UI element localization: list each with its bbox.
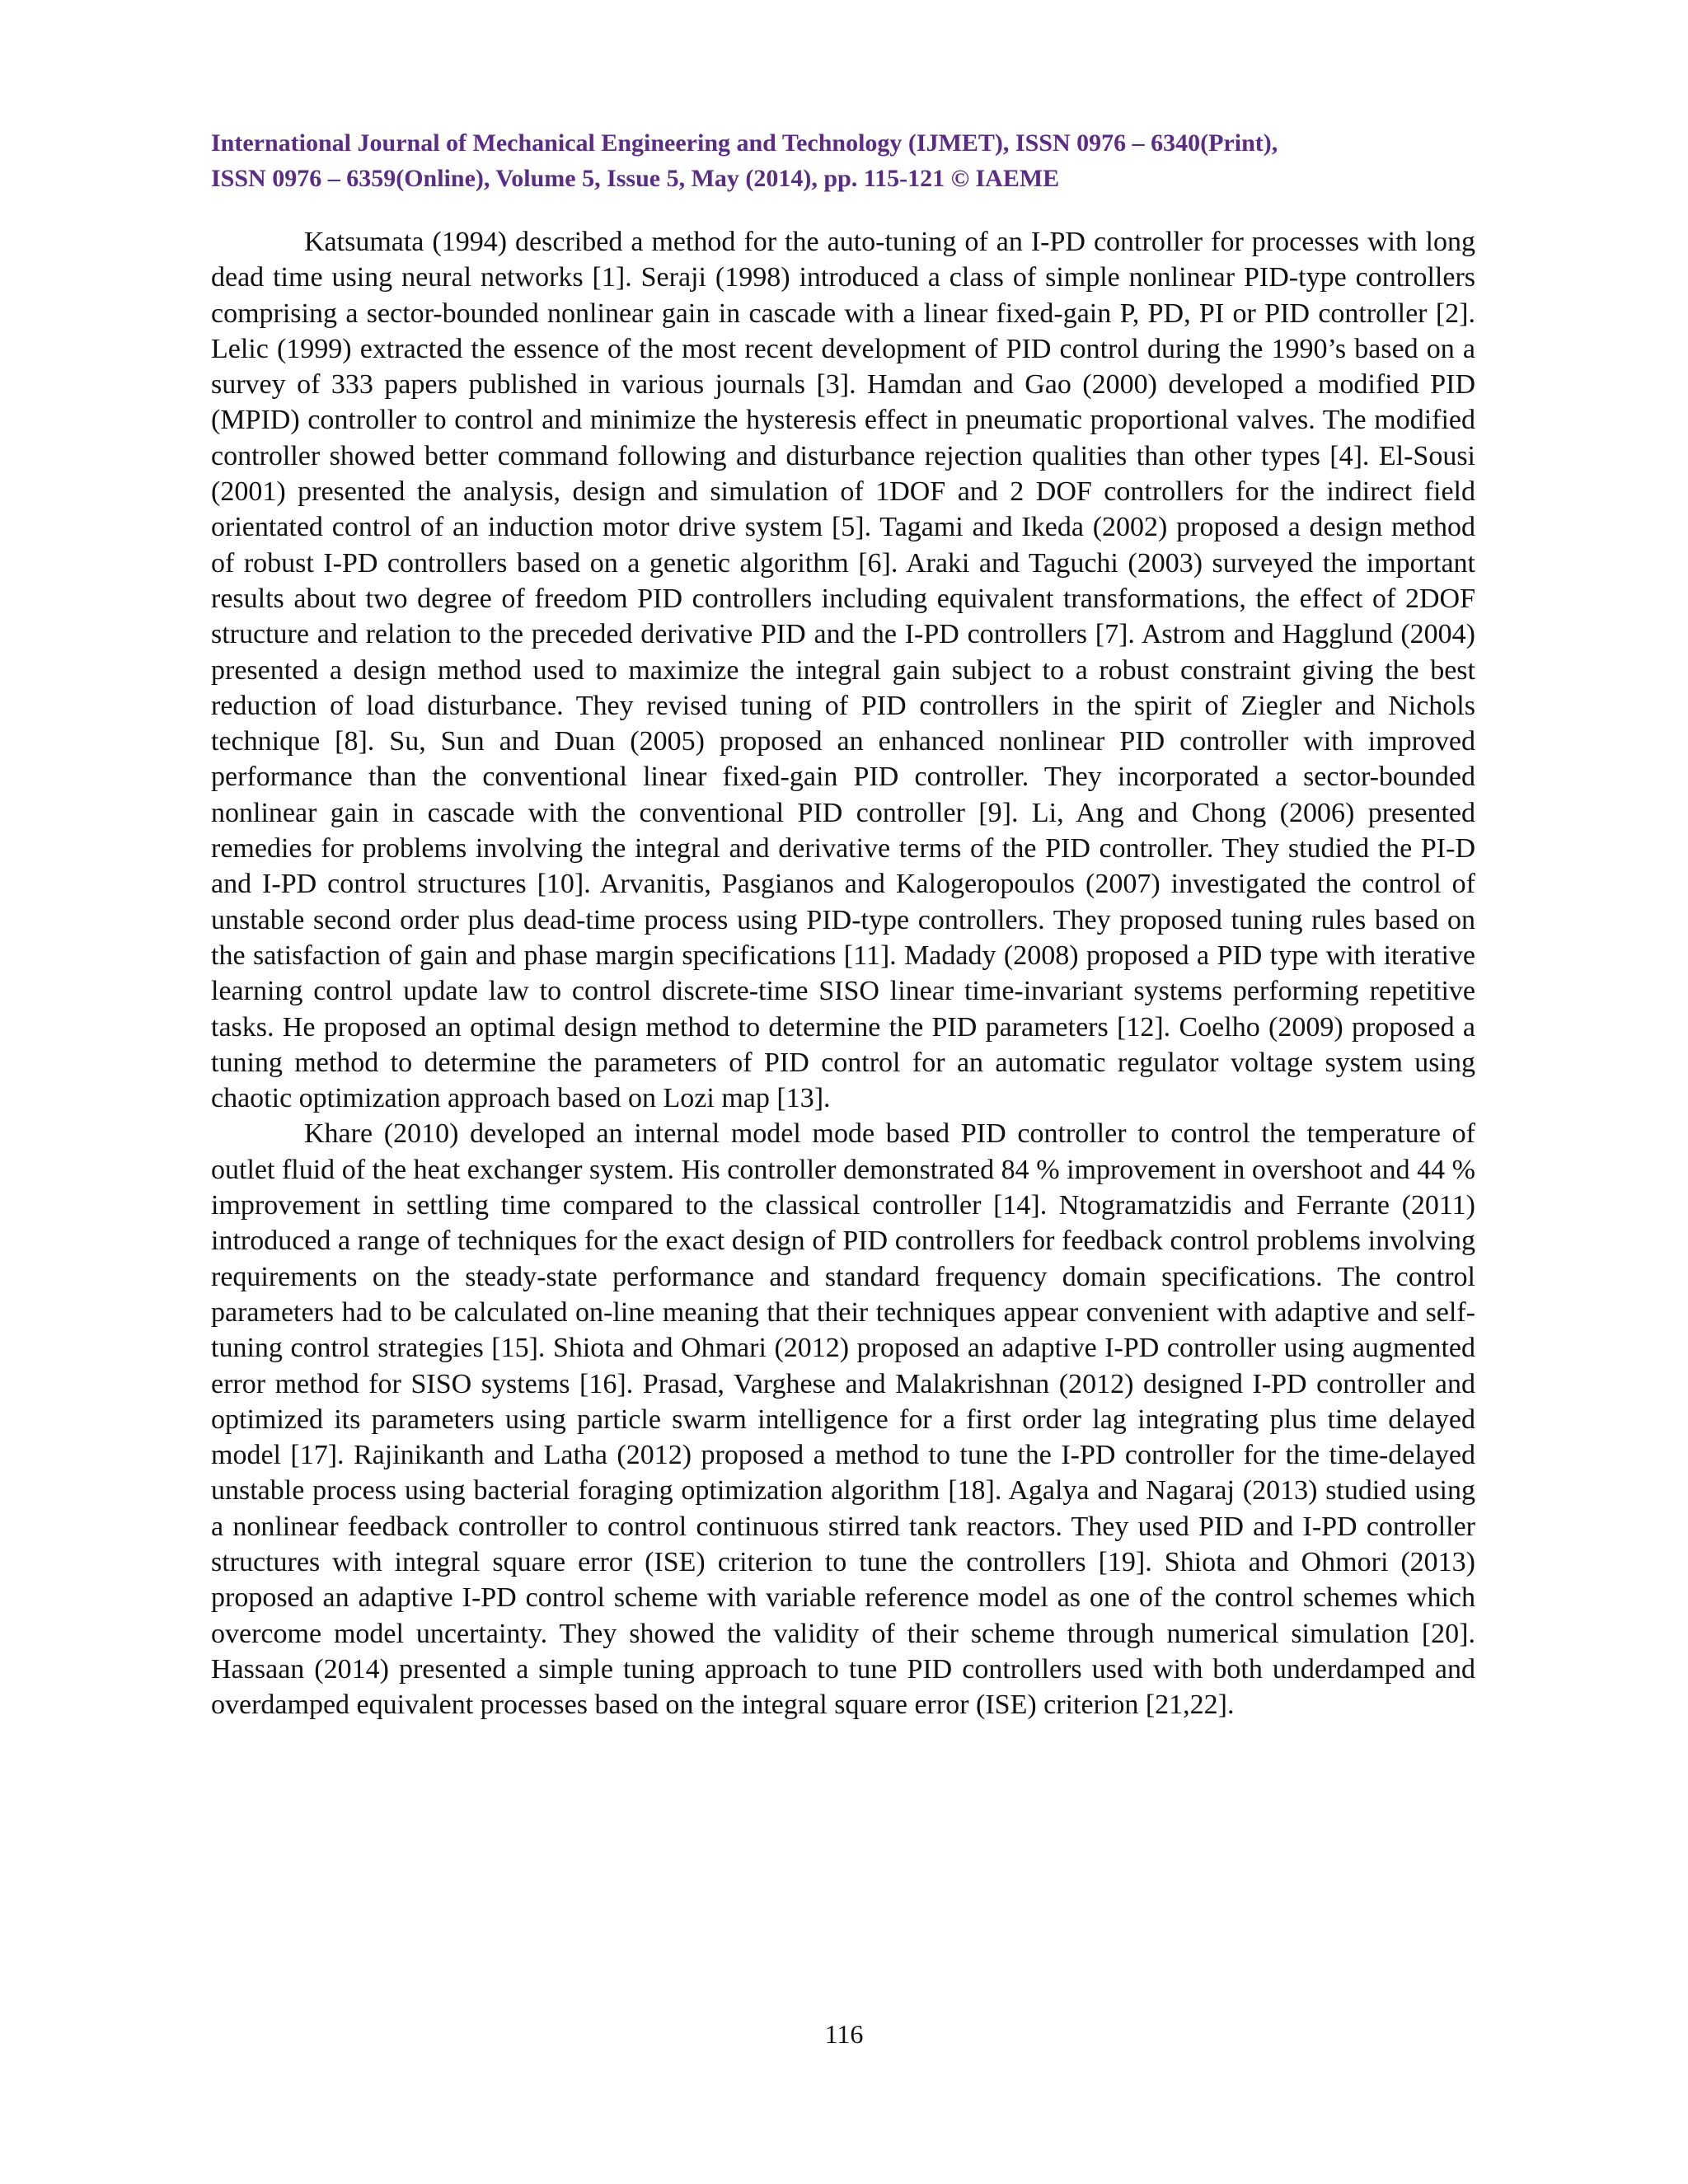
paragraph-2: Khare (2010) developed an internal model mode based PID controller to control the temperature of outlet fluid of the heat exchanger system. His controller demonstrated 84 % improvement in overshoot and 44 % improvement in settling time compared to the classical controller [14]. Ntogramatzidis and Ferrante (2011) introduced a range of techniques for the exact design of PID controllers for feedback control problems involving requirements on the steady-state performance and standard frequency domain specifications. The control parameters had to be calculated on-line meaning that their techniques appear convenient with adaptive and self-tuning control strategies [15]. Shiota and Ohmari (2012) proposed an adaptive I-PD controller using augmented error method for SISO systems [16]. Prasad, Varghese and Malakrishnan (2012) designed I-PD controller and optimized its parameters using particle swarm intelligence for a first order lag integrating plus time delayed model [17]. Rajinikanth and Latha (2012) proposed a method to tune the I-PD controller for the time-delayed unstable process using bacterial foraging optimization algorithm [18]. Agalya and Nagaraj (2013) studied using a nonlinear feedback controller to control continuous stirred tank reactors. They used PID and I-PD controller structures with integral square error (ISE) criterion to tune the controllers [19]. Shiota and Ohmori (2013) proposed an adaptive I-PD control scheme with variable reference model as one of the control schemes which overcome model uncertainty. They showed the validity of their scheme through numerical simulation [20]. Hassaan (2014) presented a simple tuning approach to tune PID controllers used with both underdamped and overdamped equivalent processes based on the integral square error (ISE) criterion [21,22].: [211, 1118, 1475, 1721]
header-line-2: ISSN 0976 – 6359(Online), Volume 5, Issue 5, May (2014), pp. 115-121 © IAEME: [211, 165, 1060, 192]
paragraph-1: Katsumata (1994) described a method for the auto-tuning of an I-PD controller for processes with long dead time using neural networks [1]. Seraji (1998) introduced a class of simple nonlinear PID-type controllers comprising a sector-bounded nonlinear gain in cascade with a linear fixed-gain P, PD, PI or PID controller [2]. Lelic (1999) extracted the essence of the most recent development of PID control during the 1990’s based on a survey of 333 papers published in various journals [3]. Hamdan and Gao (2000) developed a modified PID (MPID) controller to control and minimize the hysteresis effect in pneumatic proportional valves. The modified controller showed better command following and disturbance rejection qualities than other types [4]. El-Sousi (2001) presented the analysis, design and simulation of 1DOF and 2 DOF controllers for the indirect field orientated control of an induction motor drive system [5]. Tagami and Ikeda (2002) proposed a design method of robust I-PD controllers based on a genetic algorithm [6]. Araki and Taguchi (2003) surveyed the important results about two degree of freedom PID controllers including equivalent transformations, the effect of 2DOF structure and relation to the preceded derivative PID and the I-PD controllers [7]. Astrom and Hagglund (2004) presented a design method used to maximize the integral gain subject to a robust constraint giving the best reduction of load disturbance. They revised tuning of PID controllers in the spirit of Ziegler and Nichols technique [8]. Su, Sun and Duan (2005) proposed an enhanced nonlinear PID controller with improved performance than the conventional linear fixed-gain PID controller. They incorporated a sector-bounded nonlinear gain in cascade with the conventional PID controller [9]. Li, Ang and Chong (2006) presented remedies for problems involving the integral and derivative terms of the PID controller. They studied the PI-D and I-PD control structures [10]. Arvanitis, Pasgianos and Kalogeropoulos (2007) investigated the control of unstable second order plus dead-time process using PID-type controllers. They proposed tuning rules based on the satisfaction of gain and phase margin specifications [11]. Madady (2008) proposed a PID type with iterative learning control update law to control discrete-time SISO linear time-invariant systems performing repetitive tasks. He proposed an optimal design method to determine the PID parameters [12]. Coelho (2009) proposed a tuning method to determine the parameters of PID control for an automatic regulator voltage system using chaotic optimization approach based on Lozi map [13].: [211, 227, 1475, 1114]
running-header: [211, 125, 1477, 196]
page-number: 116: [824, 2019, 864, 2049]
body-text: [211, 224, 1475, 1722]
header-line-1: International Journal of Mechanical Engineering and Technology (IJMET), ISSN 0976 – 6340(Print),: [211, 129, 1278, 157]
